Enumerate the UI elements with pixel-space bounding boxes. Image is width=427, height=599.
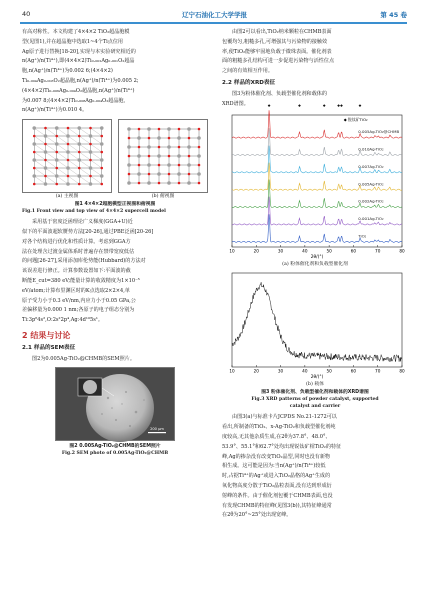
text-line: 断能E_cut=380 eV;能量计算的收敛精度为1×10⁻⁵ xyxy=(22,277,140,284)
sem-discussion-paragraph xyxy=(222,28,408,77)
figure-1-caption-en: Fig.1 Front view and top view of 4×4×2 supercell model xyxy=(22,209,166,215)
text-line: 率,使TiO₂能够牢固地负载于微珠表面。催化剂表 xyxy=(222,48,332,55)
anatase-peak-marker: ◆ xyxy=(267,103,271,108)
text-line: n(Ag⁺)/n(Ti⁴⁺),即(4×4×2)Ti₀.₀₀₂Ag₀.₀₀₁O₂超晶 xyxy=(22,58,135,65)
text-line: 度较高,无其他杂质生成,在2θ为37.8°、48.0°、 xyxy=(222,433,331,440)
xrd-chart-b xyxy=(222,269,408,381)
method-paragraph xyxy=(22,218,208,326)
figure-1-caption-cn: 图1 4×4×2超胞模型正视图和俯视图 xyxy=(74,202,156,208)
text-line: 包覆均匀,粗糙多孔,可增强其与污染物的接触效 xyxy=(222,38,328,45)
series-label: 0.007Ag-TiO₂ xyxy=(358,164,384,170)
x-tick-label: 10 xyxy=(229,368,235,374)
anatase-peak-marker: ◆ xyxy=(337,103,340,108)
x-tick-label: 30 xyxy=(277,368,284,374)
text-line: 看出,所制备的TiO₂、x-Ag-TiO₂和负载型催化剂纯 xyxy=(222,424,336,431)
journal-name: 辽宁石油化工大学学报 xyxy=(182,11,247,19)
lattice-structure xyxy=(32,126,103,186)
text-line: 对各个结构进行优化和性质计算。考虑到GGA方 xyxy=(22,238,131,245)
text-line: 由图3(a)与标准卡片JCPDS No.21-1272可以 xyxy=(232,414,337,421)
figure-1 xyxy=(22,119,208,201)
text-line: 面的粗糙多孔结构可进一步促进污染物与活性位点 xyxy=(222,58,335,65)
text-line: 53.9°、55.1°和62.7°处均出现锐钛矿相TiO₂的特征 xyxy=(222,443,342,450)
figure-2-caption-cn: 图2 0.005Ag-TiO₂@CHMB的SEM照片 xyxy=(69,444,161,450)
series-label: 0.002Ag-TiO₂ xyxy=(358,199,384,205)
series-label: 0.005Ag-TiO₂@CHMB xyxy=(358,129,400,135)
x-tick-label: 60 xyxy=(350,248,357,254)
text-line: 射峰的条件。由于催化剂包覆于CHMB表面,也没 xyxy=(222,492,333,499)
x-tick-label: 60 xyxy=(350,368,357,374)
x-tick-label: 10 xyxy=(229,248,235,254)
text-line: Ti:3p⁶4s²,O:2s²2p⁴,Ag:4d¹⁰5s¹。 xyxy=(22,317,103,324)
x-tick-label: 70 xyxy=(375,368,381,374)
running-header xyxy=(22,10,407,22)
legend-anatase: ◆ 锐钛矿TiO₂ xyxy=(343,117,368,123)
anatase-peak-marker: ◆ xyxy=(358,103,362,108)
x-tick-label: 50 xyxy=(326,368,332,374)
x-axis-label: 2θ/(°) xyxy=(310,375,324,381)
x-tick-label: 20 xyxy=(253,248,259,254)
section-heading: 2 结果与讨论 xyxy=(22,330,71,340)
figure-3-caption-en-2: catalyst and carrier xyxy=(289,404,341,410)
subsection-2-1: 2.1 样品的SEM表征 xyxy=(22,344,76,351)
figure-2 xyxy=(22,367,208,441)
x-tick-label: 80 xyxy=(399,368,405,374)
figure-1a xyxy=(22,119,112,201)
text-line: 在2θ为20°~25°处出现宽峰。 xyxy=(222,512,292,519)
intro-paragraph xyxy=(22,28,208,116)
text-line: 型(见图1),并在超晶胞中选取1~4个Ti点位用 xyxy=(22,38,124,45)
x-axis-label: 2θ/(°) xyxy=(310,255,324,261)
anatase-peak-marker: ◆ xyxy=(340,103,343,108)
text-line: XRD谱图。 xyxy=(222,100,249,107)
left-column xyxy=(22,28,208,457)
text-line: 时,占据Ti⁴⁺的Ag⁺或进入TiO₂晶格的Ag⁺生成的 xyxy=(222,473,331,480)
anatase-peak-marker: ◆ xyxy=(322,103,326,108)
text-line: 差偏移量为0.000 1 nm;各原子的电子组态分别为 xyxy=(22,307,135,314)
text-line: 有发现CHMB的特征峰(见图3(b)),其特征峰通常 xyxy=(222,502,332,509)
lattice-structure xyxy=(127,127,201,185)
text-line: 图3为粉体催化剂、负载型催化剂和载体的 xyxy=(232,90,327,97)
text-line: (4×4×2)Ti₀.₀₀₆Ag₀.₀₀₄O₂超晶胞,n(Ag⁺)/n(Ti⁴⁺) xyxy=(22,87,135,94)
figure-3-caption-en-1: Fig.3 XRD patterns of powder catalyst, supported xyxy=(251,397,379,403)
text-line: eV/atom;计算布里渊区时的K点选取2×2×4,单 xyxy=(22,287,130,294)
text-line: 的问题[26-27],采用添加库伦势能(Hubbard)的方法对 xyxy=(22,258,146,265)
right-column xyxy=(222,28,408,521)
text-line: 采用基于密度泛函理论广义梯度(GGA+U)近 xyxy=(32,219,133,226)
x-tick-label: 40 xyxy=(302,368,308,374)
header-rule xyxy=(20,22,407,24)
sem-intro-text: 图2为0.005Ag-TiO₂@CHMB的SEM照片。 xyxy=(32,355,135,362)
text-line: 峰,Ag的掺杂没有改变TiO₂晶型,同时也没有新物 xyxy=(222,453,331,460)
series-label: 0.010Ag-TiO₂ xyxy=(358,146,384,152)
volume-label: 第 45 卷 xyxy=(380,11,407,19)
series-label: TiO₂ xyxy=(358,233,367,239)
xrd-discussion-paragraph xyxy=(222,413,408,521)
figure-3b xyxy=(222,269,408,389)
text-line: 氧化物高度分散于TiO₂晶粒表面,没有达到形成衍 xyxy=(222,482,332,489)
carrier-xrd-line xyxy=(232,283,402,362)
x-tick-label: 50 xyxy=(326,248,332,254)
text-line: 该误差进行修正。计算参数设置如下:平面波的截 xyxy=(22,268,131,275)
figure-1a-label: (a) 主视图 xyxy=(55,194,79,200)
text-line: 相生成。这可能是因为:当n(Ag⁺)/n(Ti⁴⁺)较低 xyxy=(222,463,326,470)
series-label: 0.005Ag-TiO₂ xyxy=(358,181,384,187)
x-tick-label: 20 xyxy=(253,368,259,374)
figure-1b xyxy=(118,119,208,201)
x-tick-label: 70 xyxy=(375,248,381,254)
text-line: 由图2可以看出,TiO₂纳米颗粒在CHMB表面 xyxy=(232,29,332,35)
sem-photo xyxy=(55,367,175,441)
scale-bar-label: 200 μm xyxy=(150,427,164,432)
top-view-image xyxy=(118,119,208,193)
text-line: Ti₀.₀₀₄Ag₀.₀₀₃O₂超晶胞,n(Ag⁺)/n(Ti⁴⁺)为0.005 2; xyxy=(22,77,139,84)
subsection-2-2: 2.2 样品的XRD表征 xyxy=(222,79,276,86)
page-number: 40 xyxy=(22,10,31,18)
text-line: n(Ag⁺)/n(Ti⁴⁺)为0.010 4。 xyxy=(22,107,88,114)
front-view-image xyxy=(22,119,112,193)
figure-1b-label: (b) 俯视图 xyxy=(151,194,175,200)
text-line: 为0.007 8;(4×4×2)Ti₀.₀₀₈Ag₀.₀₀₄O₂超晶胞, xyxy=(22,97,126,104)
text-line: 胞,n(Ag⁺)/n(Ti⁴⁺)为0.002 6;(4×4×2) xyxy=(22,68,113,75)
text-line: 法在处理含过渡金属体系时普遍存在禁带宽度低估 xyxy=(22,248,135,255)
figure-3b-label: (b) 载体 xyxy=(306,382,324,388)
x-tick-label: 40 xyxy=(302,248,308,254)
figure-3-caption-cn: 图3 粉体催化剂、负载型催化剂和载体的XRD谱图 xyxy=(261,390,369,396)
text-line: 原子受力小于0.3 eV/nm,内应力小于0.05 GPa,公 xyxy=(22,297,136,304)
figure-3a-label: (a) 粉体催化剂和负载型催化剂 xyxy=(282,262,348,268)
text-line: 有高对称性。本文构建了4×4×2 TiO₂超晶胞模 xyxy=(22,29,130,35)
text-line: 之间的有效相互作用。 xyxy=(222,68,273,75)
text-line: 似下的平面波超软赝势方法[20-26],通过PBE泛函[20-26] xyxy=(22,228,154,235)
x-tick-label: 80 xyxy=(399,248,405,254)
x-tick-label: 30 xyxy=(277,248,284,254)
anatase-peak-marker: ◆ xyxy=(298,103,301,108)
figure-2-caption-en: Fig.2 SEM photo of 0.005Ag-TiO₂@CHMB xyxy=(61,451,169,457)
series-label: 0.001Ag-TiO₂ xyxy=(358,216,384,222)
text-line: Ag原子进行替换[18-20],实现与本实验研究相近的 xyxy=(22,48,136,55)
xrd-intro-paragraph xyxy=(222,90,408,110)
